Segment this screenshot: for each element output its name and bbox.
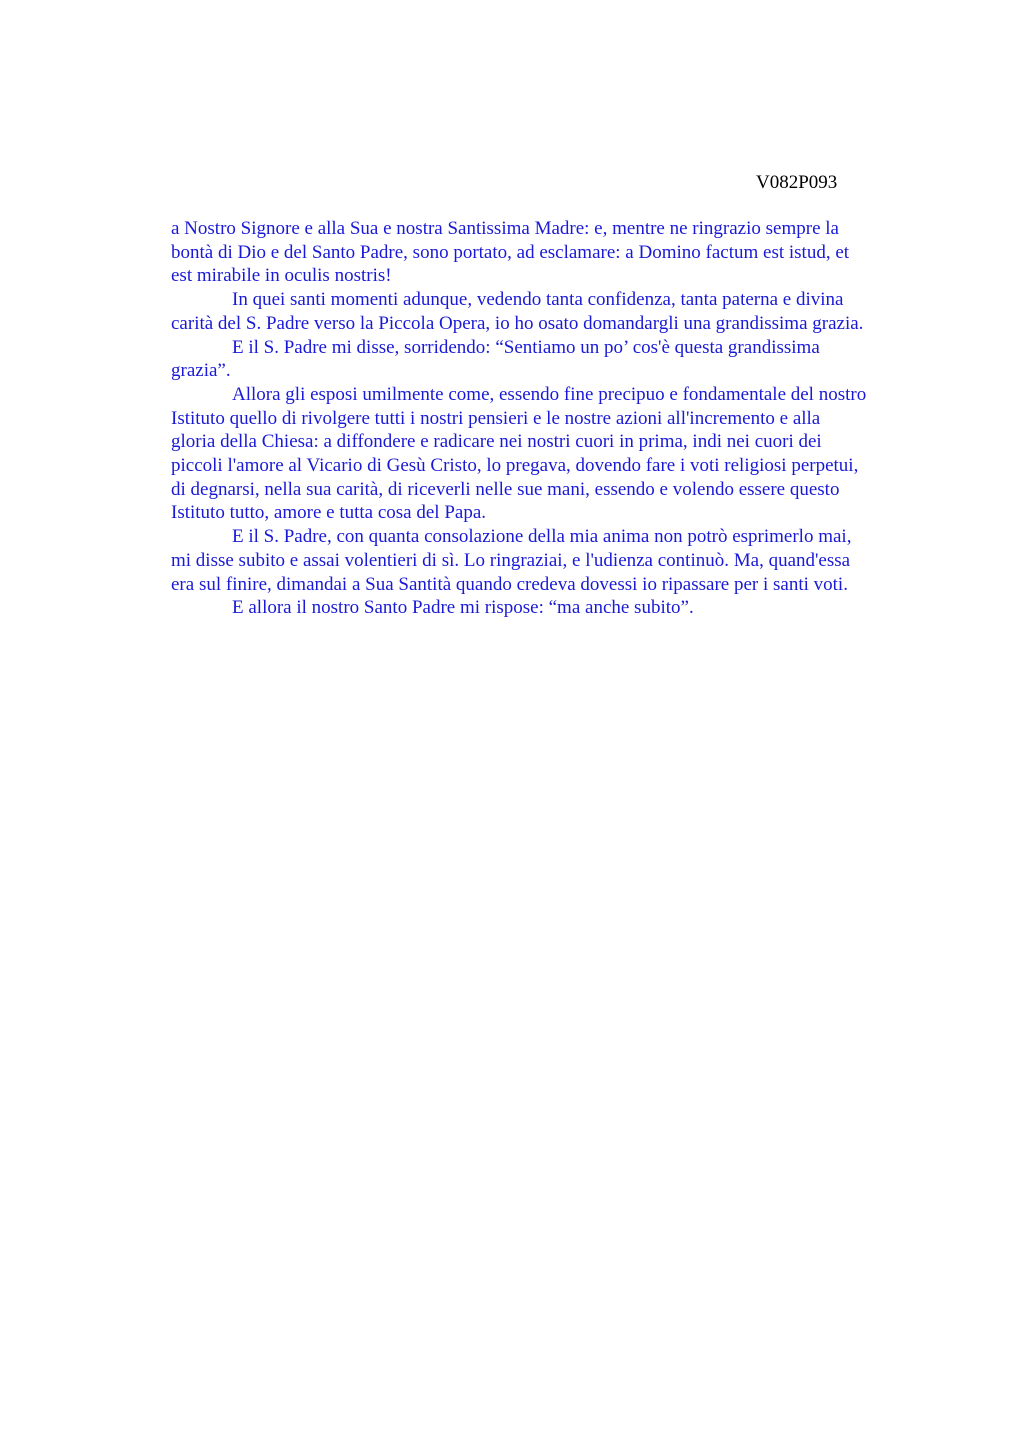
text-line: gloria della Chiesa: a diffondere e radicare nei nostri cuori in prima, indi nei cuori dei	[171, 431, 822, 453]
paragraph	[171, 336, 931, 383]
document-body	[171, 217, 931, 620]
text-line: est mirabile in oculis nostris!	[171, 265, 392, 287]
text-line: di degnarsi, nella sua carità, di riceverli nelle sue mani, essendo e volendo essere questo	[171, 478, 840, 500]
text-line: a Nostro Signore e alla Sua e nostra Santissima Madre: e, mentre ne ringrazio sempre la	[171, 218, 839, 239]
text-line: piccoli l'amore al Vicario di Gesù Cristo, lo pregava, dovendo fare i voti religiosi perpetui,	[171, 455, 859, 477]
text-line: carità del S. Padre verso la Piccola Opera, io ho osato domandargli una grandissima grazia.	[171, 312, 864, 334]
paragraph	[171, 288, 931, 335]
text-line: Istituto tutto, amore e tutta cosa del Papa.	[171, 502, 487, 524]
text-line: E allora il nostro Santo Padre mi rispose: “ma anche subito”.	[232, 597, 694, 619]
paragraph	[171, 596, 931, 620]
text-line: In quei santi momenti adunque, vedendo tanta confidenza, tanta paterna e divina	[232, 289, 844, 311]
text-line: Istituto quello di rivolgere tutti i nostri pensieri e le nostre azioni all'incremento e alla	[171, 407, 821, 429]
text-line: E il S. Padre, con quanta consolazione della mia anima non potrò esprimerlo mai,	[232, 526, 852, 548]
text-line: E il S. Padre mi disse, sorridendo: “Sentiamo un po’ cos'è questa grandissima	[232, 336, 820, 358]
text-line: era sul finire, dimandai a Sua Santità quando credeva dovessi io ripassare per i santi voti.	[171, 573, 848, 595]
text-line: grazia”.	[171, 360, 231, 382]
page-code: V082P093	[756, 172, 838, 193]
text-line: mi disse subito e assai volentieri di sì. Lo ringraziai, e l'udienza continuò. Ma, quand'essa	[171, 549, 851, 571]
text-line: bontà di Dio e del Santo Padre, sono portato, ad esclamare: a Domino factum est istud, et	[171, 241, 850, 263]
text-line: Allora gli esposi umilmente come, essendo fine precipuo e fondamentale del nostro	[232, 383, 867, 405]
paragraph	[171, 525, 931, 596]
paragraph	[171, 217, 931, 288]
paragraph	[171, 383, 931, 525]
